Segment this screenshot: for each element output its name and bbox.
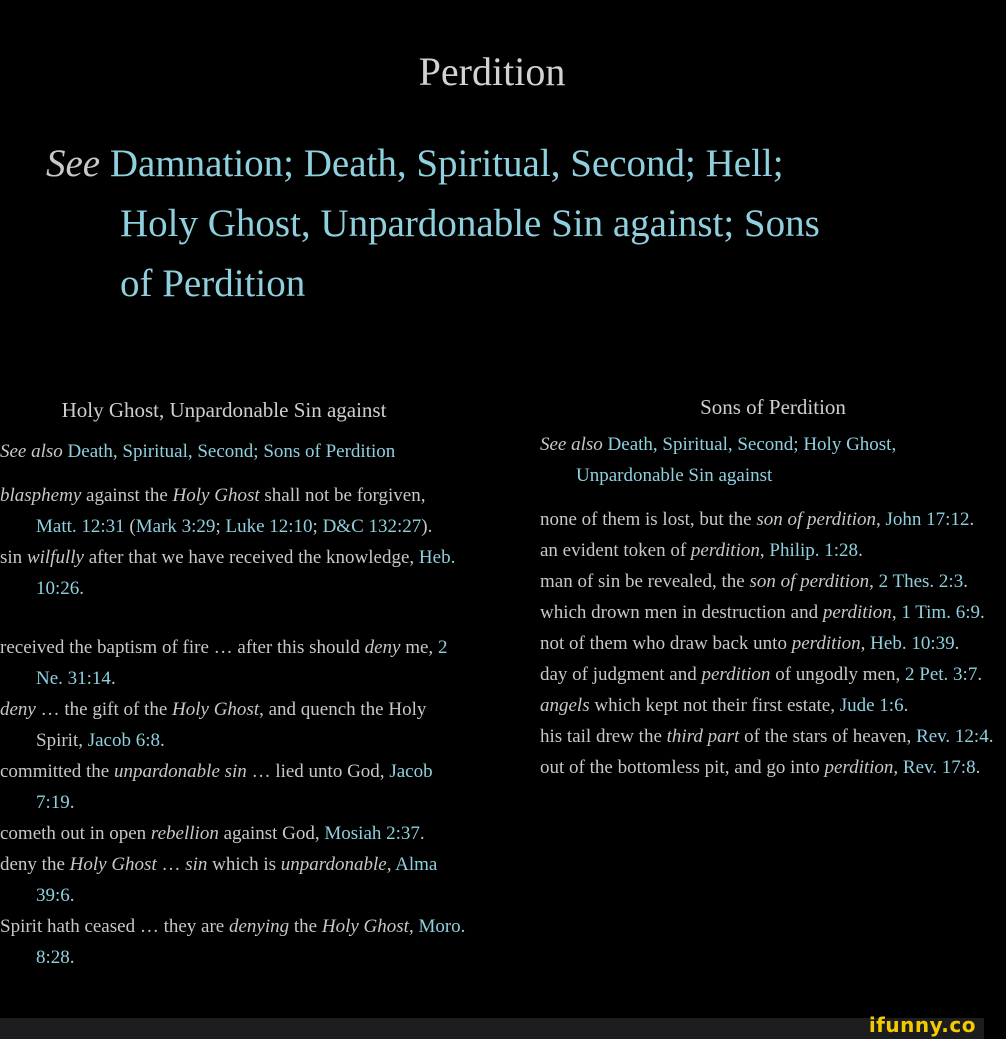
entry-text: . (419, 823, 425, 844)
list-item (0, 756, 470, 818)
list-item (0, 694, 470, 756)
entry-text: not of them who draw back unto (540, 633, 792, 654)
right-column (540, 392, 1000, 783)
entry-text: . (969, 509, 975, 530)
see-link-line3[interactable]: of Perdition (120, 262, 306, 305)
entry-text: … lied unto God, (246, 761, 390, 782)
list-item (540, 628, 1000, 659)
entry-text: , (869, 571, 879, 592)
entry-text: against the (81, 485, 173, 506)
entry-text: Holy Ghost (172, 485, 260, 506)
entry-text: . (975, 757, 981, 778)
entry-text: unpardonable sin (113, 761, 247, 782)
entry-text: . (69, 792, 75, 813)
list-item (0, 911, 470, 973)
scripture-link[interactable]: Jacob 7:19 (36, 761, 433, 813)
scripture-link[interactable]: Philip. 1:28 (769, 540, 859, 561)
scripture-link[interactable]: Matt. 12:31 (36, 516, 125, 537)
scripture-link[interactable]: Alma 39:6 (36, 854, 438, 906)
entry-text: the (289, 916, 322, 937)
entry-text: , (759, 540, 770, 561)
right-heading: Sons of Perdition (700, 395, 846, 419)
list-item (0, 480, 470, 542)
entry-text: wilfully (26, 547, 84, 568)
entry-text: none of them is lost, but the (540, 509, 757, 530)
entry-text: ; (215, 516, 226, 537)
entry-text: blasphemy (0, 485, 82, 506)
entry-text: which is (207, 854, 281, 875)
entry-text: ). (421, 516, 433, 537)
entry-text: out of the bottomless pit, and go into (540, 757, 825, 778)
scripture-link[interactable]: Jacob 6:8 (87, 730, 161, 751)
entry-text: which kept not their first estate, (589, 695, 840, 716)
entry-text: . (110, 668, 116, 689)
entry-text: … (156, 854, 186, 875)
entry-text: Holy Ghost (69, 854, 157, 875)
entry-text: unpardonable (280, 854, 387, 875)
scripture-link[interactable]: Heb. 10:39 (870, 633, 955, 654)
see-references (46, 134, 946, 314)
list-item (0, 632, 470, 694)
entry-text: . (988, 726, 994, 747)
entry-text: . (980, 602, 985, 623)
entry-text: denying (228, 916, 290, 937)
list-item (540, 504, 1000, 535)
scripture-link[interactable]: Luke 12:10 (225, 516, 313, 537)
right-see-also (540, 429, 1000, 491)
entry-text: angels (540, 695, 590, 716)
scripture-link[interactable]: Moro. 8:28 (36, 916, 466, 968)
entry-text: . (858, 540, 863, 561)
entry-text: rebellion (150, 823, 219, 844)
scripture-link[interactable]: 2 Thes. 2:3 (878, 571, 964, 592)
entry-text: , (408, 916, 419, 937)
page-title: Perdition (418, 49, 566, 94)
entry-text: perdition (701, 664, 771, 685)
see-also-label: See also (540, 434, 603, 455)
entry-text: ; (312, 516, 323, 537)
entry-text: third part (666, 726, 740, 747)
list-item (540, 566, 1000, 597)
entry-text: . (160, 730, 165, 751)
entry-text: , (860, 633, 871, 654)
see-link-line1[interactable]: Damnation; Death, Spiritual, Second; Hell; (109, 142, 784, 185)
scripture-link[interactable]: John 17:12 (885, 509, 970, 530)
entry-text: . (954, 633, 960, 654)
ifunny-watermark: ifunny.co (868, 1013, 976, 1037)
entry-text: . (79, 578, 85, 599)
entry-text: sin (185, 854, 208, 875)
entry-text: . (69, 947, 75, 968)
list-item (540, 659, 1000, 690)
entry-text: , (386, 854, 396, 875)
entry-text: shall not be forgiven, (259, 485, 426, 506)
entry-text: … the gift of the (35, 699, 173, 720)
scripture-link[interactable]: Jude 1:6 (839, 695, 904, 716)
scripture-link[interactable]: D&C 132:27 (322, 516, 422, 537)
scripture-link[interactable]: 2 Ne. 31:14 (36, 637, 448, 689)
left-see-also (0, 436, 470, 467)
entry-text: which drown men in destruction and (540, 602, 823, 623)
list-item (540, 690, 1000, 721)
see-label: See (46, 142, 101, 185)
entry-text: received the baptism of fire … after this should (0, 637, 365, 658)
entry-text: . (977, 664, 983, 685)
entry-text: committed the (0, 761, 114, 782)
entry-text: deny (0, 699, 36, 720)
list-item (0, 542, 470, 604)
entry-text: Spirit hath ceased … they are (0, 916, 229, 937)
entry-text: ( (124, 516, 136, 537)
entry-text: deny (364, 637, 401, 658)
list-item (540, 752, 1000, 783)
list-item (540, 597, 1000, 628)
entry-text: Holy Ghost (321, 916, 409, 937)
scripture-link[interactable]: Rev. 17:8 (902, 757, 976, 778)
entry-text: perdition (791, 633, 861, 654)
entry-text: an evident token of (540, 540, 691, 561)
list-item (0, 818, 470, 849)
see-also-label: See also (0, 441, 63, 462)
entry-text: son of perdition (749, 571, 870, 592)
see-also-link[interactable]: Death, Spiritual, Second; Holy Ghost, Unpardonable Sin against (576, 434, 897, 486)
scripture-link[interactable]: Mosiah 2:37 (324, 823, 420, 844)
entry-text: perdition (690, 540, 760, 561)
list-item (540, 721, 1000, 752)
entry-text: man of sin be revealed, the (540, 571, 750, 592)
entry-text: his tail drew the (540, 726, 667, 747)
entry-text: . (963, 571, 968, 592)
entry-text: , (876, 509, 886, 530)
entry-text: after that we have received the knowledge, (83, 547, 419, 568)
scripture-link[interactable]: Mark 3:29 (135, 516, 216, 537)
entry-text: perdition (822, 602, 892, 623)
entry-text: son of perdition (756, 509, 877, 530)
entry-text: perdition (824, 757, 894, 778)
entry-text: sin (0, 547, 27, 568)
entry-text: , and quench the Holy Spirit, (36, 699, 427, 751)
scripture-link[interactable]: Heb. 10:26 (36, 547, 456, 599)
scripture-link[interactable]: Rev. 12:4 (916, 726, 989, 747)
entry-text: , (891, 602, 902, 623)
entry-text: Holy Ghost (172, 699, 260, 720)
left-heading: Holy Ghost, Unpardonable Sin against (61, 398, 387, 422)
entry-text: of ungodly men, (770, 664, 906, 685)
see-link-line2[interactable]: Holy Ghost, Unpardonable Sin against; Sons (120, 202, 820, 245)
see-also-link[interactable]: Death, Spiritual, Second; Sons of Perdition (67, 441, 396, 462)
entry-text: deny the (0, 854, 70, 875)
entry-text: , (893, 757, 903, 778)
entry-text: cometh out in open (0, 823, 151, 844)
entry-text: against God, (218, 823, 325, 844)
entry-text: day of judgment and (540, 664, 702, 685)
entry-text: me, (400, 637, 438, 658)
entry-text: of the stars of heaven, (739, 726, 917, 747)
left-column (0, 395, 470, 973)
entry-text: . (69, 885, 75, 906)
entry-text: . (903, 695, 909, 716)
bottom-bar (0, 1018, 984, 1039)
list-item (540, 535, 1000, 566)
scripture-link[interactable]: 2 Pet. 3:7 (905, 664, 978, 685)
scripture-link[interactable]: 1 Tim. 6:9 (901, 602, 980, 623)
list-item (0, 849, 470, 911)
